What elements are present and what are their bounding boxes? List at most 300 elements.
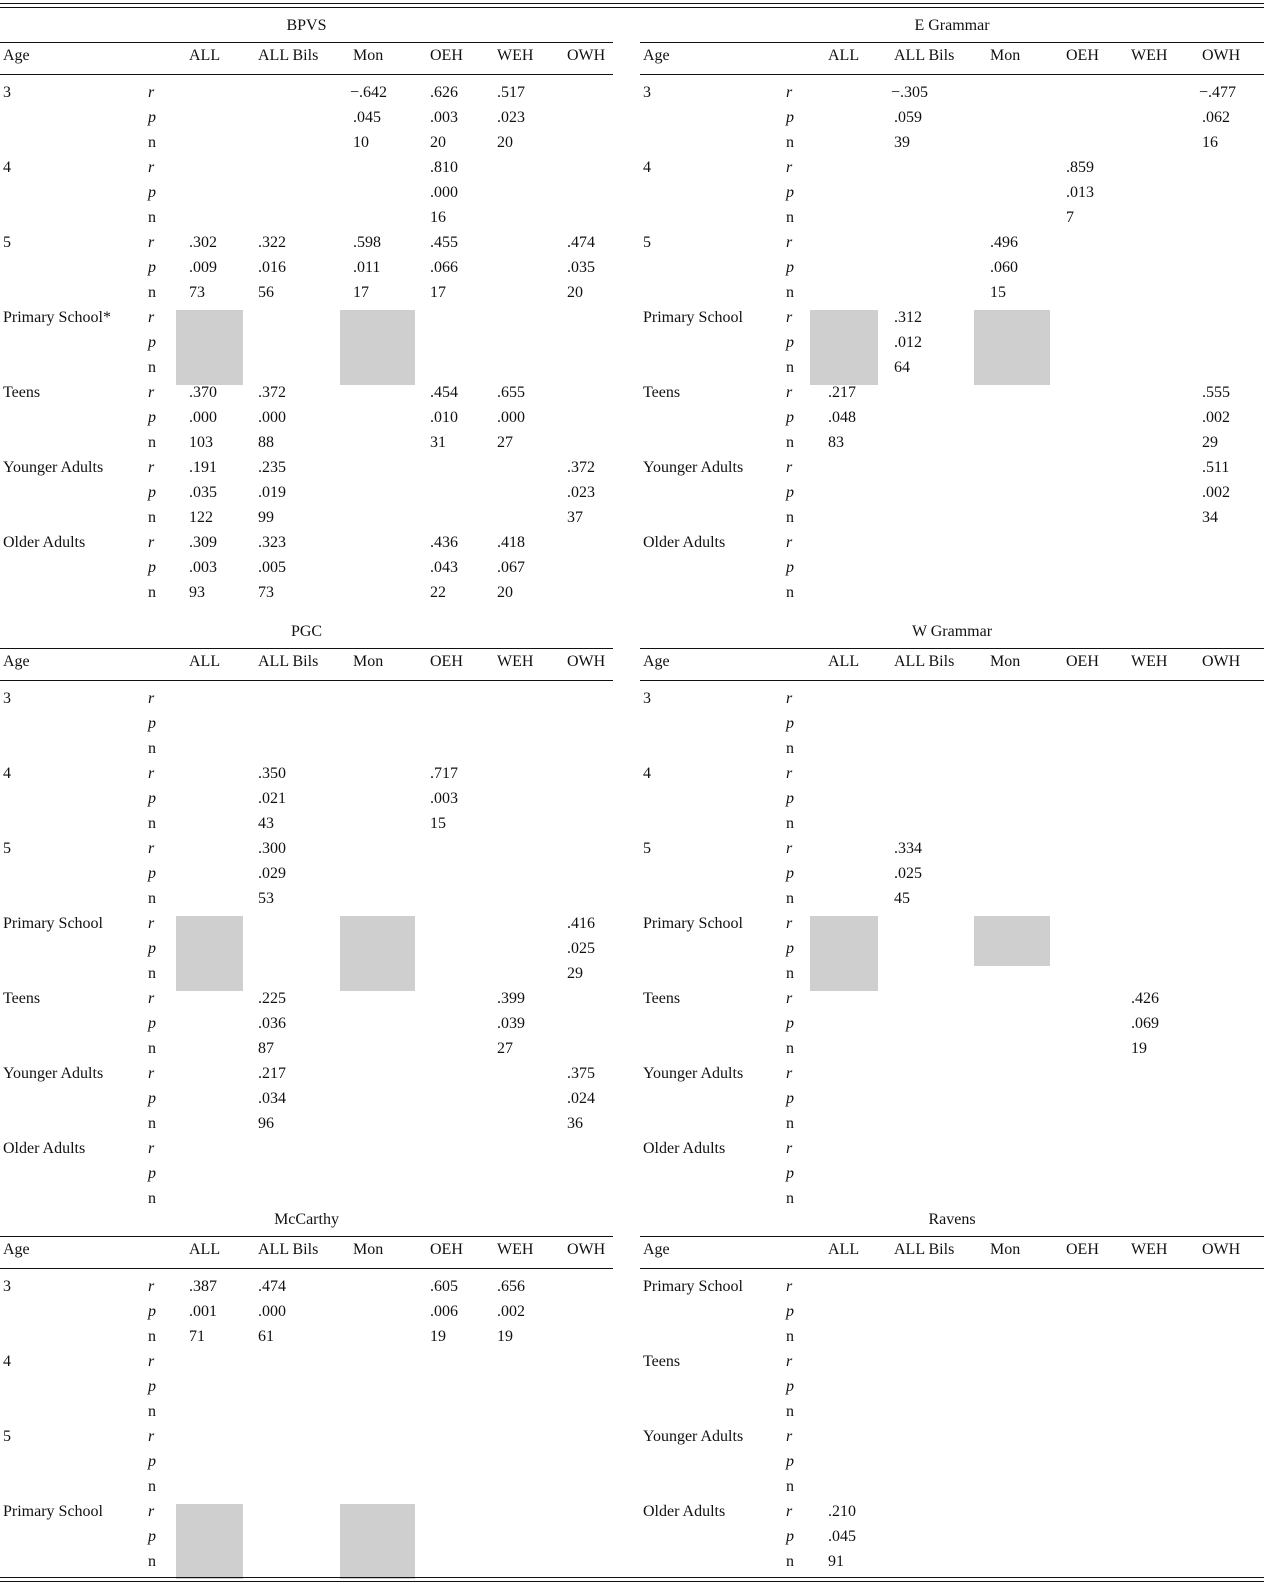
cell-value: .555 [1202,384,1230,401]
cell-value: .000 [258,409,286,426]
cell-value: .312 [894,309,922,326]
cell-value: .025 [894,865,922,882]
title-rule [0,648,613,649]
value-cell [430,1302,458,1322]
column-header: ALL Bils [258,1241,319,1258]
age-label: Younger Adults [643,459,744,476]
cell-value: 27 [497,434,513,451]
stat-label-p: p [148,259,156,276]
stat-label-p: p [786,1165,794,1182]
value-cell [1202,408,1230,428]
value-cell [258,433,274,453]
value-cell [258,1302,286,1322]
column-header: Mon [990,47,1021,64]
cell-value: 20 [497,134,513,151]
stat-label-r: r [148,840,155,857]
cell-value: 39 [894,134,910,151]
cell-value: 20 [567,284,583,301]
stat-label-p: p [786,409,794,426]
cell-value: 122 [189,509,213,526]
cell-value: .036 [258,1015,286,1032]
cell-value: .013 [1066,184,1094,201]
stat-label-n: n [148,890,156,907]
age-label: 3 [3,1278,11,1295]
stat-label-p: p [786,1303,794,1320]
cell-value: .003 [430,109,458,126]
stat-label-p: p [786,940,794,957]
value-cell [258,989,286,1009]
value-cell [567,508,583,528]
value-cell [189,283,205,303]
value-cell [353,133,369,153]
value-cell [258,233,286,253]
stat-label-p: p [148,1303,156,1320]
cell-value: .029 [258,865,286,882]
cell-value: 93 [189,584,205,601]
column-header: ALL [828,1241,860,1258]
cell-value: .000 [430,184,458,201]
stat-label-r: r [786,384,793,401]
stat-label-n: n [786,1115,794,1132]
minus-sign: − [891,84,901,101]
value-cell [430,208,446,228]
shaded-cell [176,916,243,991]
cell-value: 17 [353,284,369,301]
cell-value: .210 [828,1503,856,1520]
value-cell [894,108,922,128]
value-cell [430,583,446,603]
stat-label-r: r [786,234,793,251]
cell-value: 103 [189,434,213,451]
age-label: Younger Adults [3,1065,104,1082]
stat-label-n: n [148,1328,156,1345]
age-label: Younger Adults [643,1428,744,1445]
panel-w-grammar [640,622,1264,1214]
age-label: 4 [3,159,11,176]
stat-label-n: n [786,1328,794,1345]
stat-label-p: p [148,1015,156,1032]
cell-value: 34 [1202,509,1218,526]
value-cell [430,283,446,303]
column-header: ALL [828,47,860,64]
value-cell [189,1277,217,1297]
cell-value: .000 [258,1303,286,1320]
stat-label-p: p [786,109,794,126]
column-header: ALL [189,1241,221,1258]
stat-label-p: p [148,484,156,501]
value-cell [567,258,595,278]
value-cell [430,433,446,453]
value-cell [430,133,446,153]
cell-value: .002 [1202,484,1230,501]
cell-value: .003 [189,559,217,576]
value-cell [430,183,458,203]
column-header: ALL Bils [894,653,955,670]
value-cell [567,1114,583,1134]
cell-value: 36 [567,1115,583,1132]
value-cell [430,1327,446,1347]
cell-value: .436 [430,534,458,551]
stat-label-r: r [786,1065,793,1082]
column-header: Age [3,653,30,670]
column-header: ALL Bils [894,1241,955,1258]
column-header: Mon [353,1241,384,1258]
value-cell [189,1302,217,1322]
age-label: Primary School [3,915,103,932]
cell-value: 29 [567,965,583,982]
column-header: WEH [497,1241,534,1258]
column-header: OEH [1066,1241,1099,1258]
value-cell [1066,158,1094,178]
value-cell [258,889,274,909]
cell-value: .350 [258,765,286,782]
stat-label-r: r [148,459,155,476]
stat-label-n: n [786,134,794,151]
age-label: Teens [643,990,681,1007]
value-cell [430,764,458,784]
cell-value: .012 [894,334,922,351]
stat-label-p: p [148,865,156,882]
column-header: ALL Bils [894,47,955,64]
age-label: 5 [3,840,11,857]
shaded-cell [974,916,1050,966]
value-cell [189,1327,205,1347]
stat-label-r: r [786,1140,793,1157]
cell-value: 15 [430,815,446,832]
cell-value: .323 [258,534,286,551]
title-rule [0,1236,613,1237]
stat-label-r: r [786,990,793,1007]
shaded-cell [810,310,878,385]
column-header: Age [643,653,670,670]
cell-value: .021 [258,790,286,807]
value-cell [189,533,217,553]
column-header: OWH [1202,653,1241,670]
age-label: 3 [3,690,11,707]
cell-value: .225 [258,990,286,1007]
cell-value: 73 [258,584,274,601]
panel-bpvs [0,16,613,608]
stat-label-p: p [148,1453,156,1470]
cell-value: 15 [990,284,1006,301]
age-label: Older Adults [3,1140,86,1157]
cell-value: .060 [990,259,1018,276]
cell-value: .000 [189,409,217,426]
cell-value: 7 [1066,209,1074,226]
value-cell [497,383,525,403]
stat-label-r: r [786,309,793,326]
age-label: 5 [643,840,651,857]
value-cell [430,83,458,103]
stat-label-r: r [148,765,155,782]
panel-title: PGC [290,623,323,640]
value-cell [894,889,910,909]
age-label: Older Adults [643,1140,726,1157]
column-header: Mon [353,47,384,64]
cell-value: .019 [258,484,286,501]
age-label: Older Adults [3,534,86,551]
age-label: 4 [643,159,651,176]
stat-label-r: r [148,309,155,326]
stat-label-n: n [786,434,794,451]
value-cell [567,964,583,984]
stat-label-n: n [148,134,156,151]
column-header: OEH [430,1241,463,1258]
column-header: Age [3,1241,30,1258]
stat-label-n: n [786,509,794,526]
value-cell [258,789,286,809]
cell-value: .656 [497,1278,525,1295]
age-label: 3 [643,690,651,707]
value-cell [258,1064,286,1084]
cell-value: 17 [430,284,446,301]
cell-value: .372 [567,459,595,476]
age-label: 3 [643,84,651,101]
age-label: Older Adults [643,534,726,551]
column-header: ALL [828,653,860,670]
stat-label-n: n [148,434,156,451]
cell-value: 20 [430,134,446,151]
stat-label-r: r [148,159,155,176]
stat-label-n: n [148,209,156,226]
cell-value: .375 [567,1065,595,1082]
value-cell [430,814,446,834]
cell-value: .416 [567,915,595,932]
value-cell [1202,433,1218,453]
column-header: OWH [1202,1241,1241,1258]
value-cell [497,583,513,603]
value-cell [828,1552,844,1572]
age-label: Primary School [3,1503,103,1520]
column-header: OWH [567,1241,606,1258]
panel-title: E Grammar [914,17,990,34]
value-cell [430,1277,458,1297]
value-cell [567,939,595,959]
cell-value: .066 [430,259,458,276]
value-cell [1066,208,1074,228]
cell-value: .048 [828,409,856,426]
cell-value: .370 [189,384,217,401]
stat-label-n: n [786,815,794,832]
stat-label-p: p [786,1090,794,1107]
cell-value: .859 [1066,159,1094,176]
column-header: Mon [990,1241,1021,1258]
column-header: ALL [189,653,221,670]
cell-value: 88 [258,434,274,451]
stat-label-p: p [148,940,156,957]
age-label: Younger Adults [643,1065,744,1082]
shaded-cell [340,1504,415,1579]
cell-value: 29 [1202,434,1218,451]
cell-value: .045 [353,109,381,126]
cell-value: .455 [430,234,458,251]
value-cell [189,258,217,278]
stat-label-r: r [148,234,155,251]
cell-value: .642 [359,84,388,101]
cell-value: 87 [258,1040,274,1057]
column-header: Mon [990,653,1021,670]
cell-value: 43 [258,815,274,832]
stat-label-p: p [786,1528,794,1545]
value-cell [990,283,1006,303]
stat-label-p: p [786,1015,794,1032]
value-cell [430,383,458,403]
stat-label-n: n [786,1553,794,1570]
stat-label-p: p [148,1528,156,1545]
stat-label-r: r [148,1428,155,1445]
stat-label-r: r [148,990,155,1007]
stat-label-n: n [148,1190,156,1207]
value-cell [497,989,525,1009]
stat-label-p: p [148,1165,156,1182]
column-header: WEH [1131,1241,1168,1258]
cell-value: 19 [430,1328,446,1345]
value-cell [430,158,458,178]
column-header: OWH [567,653,606,670]
stat-label-n: n [786,584,794,601]
age-label: 5 [3,234,11,251]
cell-value: .334 [894,840,922,857]
stat-label-n: n [786,209,794,226]
column-header: OEH [1066,47,1099,64]
column-header: WEH [497,47,534,64]
cell-value: .309 [189,534,217,551]
cell-value: .000 [497,409,525,426]
title-rule [0,42,613,43]
value-cell [258,1089,286,1109]
value-cell [430,233,458,253]
value-cell [258,583,274,603]
stat-label-n: n [148,740,156,757]
value-cell [1131,1039,1147,1059]
panel-title: Ravens [928,1211,976,1228]
cell-value: .426 [1131,990,1159,1007]
stat-label-r: r [786,1353,793,1370]
cell-value: .322 [258,234,286,251]
cell-value: 53 [258,890,274,907]
stat-label-n: n [148,284,156,301]
cell-value: 27 [497,1040,513,1057]
stat-label-n: n [148,815,156,832]
cell-value: 83 [828,434,844,451]
cell-value: 71 [189,1328,205,1345]
value-cell [497,108,525,128]
stat-label-n: n [148,1040,156,1057]
cell-value: .372 [258,384,286,401]
cell-value: .039 [497,1015,525,1032]
cell-value: .655 [497,384,525,401]
panel-mccarthy [0,1210,613,1577]
header-rule [640,74,1264,75]
header-rule [640,680,1264,681]
value-cell [990,233,1018,253]
value-cell [189,458,217,478]
value-cell [1199,83,1236,103]
shaded-cell [340,916,415,991]
stat-label-r: r [148,1503,155,1520]
value-cell [258,458,286,478]
value-cell [497,408,525,428]
cell-value: .399 [497,990,525,1007]
cell-value: .045 [828,1528,856,1545]
value-cell [258,408,286,428]
age-label: Teens [643,1353,681,1370]
column-header: OEH [430,47,463,64]
stat-label-r: r [148,384,155,401]
table-bottom-rule [0,1577,1264,1582]
value-cell [497,133,513,153]
cell-value: 10 [353,134,369,151]
value-cell [894,358,910,378]
cell-value: .474 [567,234,595,251]
cell-value: 16 [1202,134,1218,151]
column-header: Age [643,1241,670,1258]
column-header: OEH [1066,653,1099,670]
stat-label-p: p [786,484,794,501]
cell-value: 31 [430,434,446,451]
value-cell [258,839,286,859]
stat-label-p: p [148,334,156,351]
header-rule [0,1268,613,1269]
value-cell [258,283,274,303]
value-cell [258,1114,274,1134]
value-cell [567,1089,595,1109]
cell-value: .011 [353,259,381,276]
value-cell [497,83,525,103]
stat-label-p: p [148,184,156,201]
minus-sign: − [350,84,360,101]
cell-value: .474 [258,1278,286,1295]
stat-label-n: n [786,284,794,301]
stat-label-n: n [148,1115,156,1132]
header-rule [0,74,613,75]
cell-value: 61 [258,1328,274,1345]
value-cell [828,1502,856,1522]
value-cell [567,1064,595,1084]
value-cell [497,1327,513,1347]
stat-label-n: n [786,740,794,757]
stat-label-n: n [148,1403,156,1420]
stat-label-p: p [786,715,794,732]
value-cell [189,583,205,603]
stat-label-n: n [148,1478,156,1495]
cell-value: .035 [567,259,595,276]
cell-value: 64 [894,359,910,376]
panel-pgc [0,622,613,1214]
stat-label-p: p [148,1378,156,1395]
stat-label-n: n [786,359,794,376]
stat-label-p: p [786,865,794,882]
cell-value: .062 [1202,109,1230,126]
cell-value: .024 [567,1090,595,1107]
cell-value: .517 [497,84,525,101]
value-cell [189,508,213,528]
stat-label-r: r [148,690,155,707]
value-cell [189,233,217,253]
age-label: 4 [3,765,11,782]
cell-value: .217 [828,384,856,401]
stat-label-r: r [148,84,155,101]
cell-value: .035 [189,484,217,501]
value-cell [258,533,286,553]
stat-label-n: n [786,890,794,907]
cell-value: .235 [258,459,286,476]
stat-label-n: n [786,1190,794,1207]
cell-value: .598 [353,234,381,251]
stat-label-r: r [148,1353,155,1370]
stat-label-p: p [148,559,156,576]
age-label: 5 [643,234,651,251]
